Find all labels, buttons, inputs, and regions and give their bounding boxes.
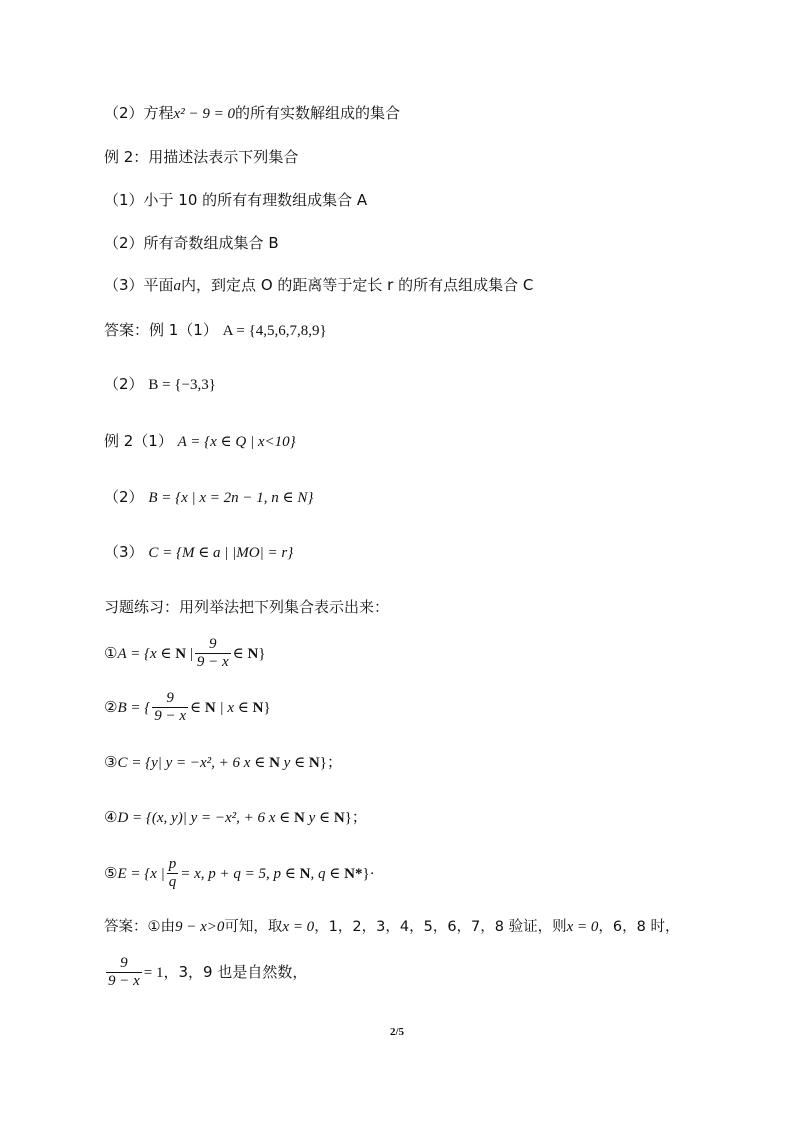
- natural-set-symbol: N: [175, 646, 187, 662]
- equation: }；: [344, 810, 367, 826]
- exercise-heading: 习题练习：用列举法把下列集合表示出来：: [104, 598, 390, 616]
- label: 内，到定点 O 的距离等于定长 r 的所有点组成集合 C: [181, 276, 534, 294]
- equation: B = {: [117, 700, 151, 716]
- natural-set-symbol: N: [252, 700, 264, 716]
- label: ，6，8 时，: [598, 919, 680, 935]
- answer-line-4: [104, 487, 313, 508]
- label: 答案：例 1（1）: [104, 321, 218, 339]
- fraction: [106, 955, 142, 990]
- natural-set-symbol: N: [333, 810, 345, 826]
- equation: ∈: [190, 700, 205, 716]
- label: 可知，取: [224, 919, 283, 935]
- label: （2）: [104, 375, 144, 393]
- fraction: [167, 856, 179, 891]
- label: 的所有实数解组成的集合: [234, 104, 400, 122]
- label: ，1，2，3，4，5，6，7，8 验证，则: [314, 919, 567, 935]
- answer-solution-line-2: [104, 953, 307, 992]
- equation: y ∈: [279, 755, 309, 771]
- circled-number: ④: [104, 808, 118, 826]
- exercise-5: [104, 854, 375, 893]
- natural-set-symbol: N*: [344, 866, 363, 882]
- numerator: p: [168, 856, 177, 872]
- exercise-3: [104, 752, 342, 773]
- equation: = x, p + q = 5, p ∈: [180, 866, 300, 882]
- label: ，3，9 也是自然数，: [163, 963, 308, 981]
- numerator: 9: [106, 955, 142, 973]
- denominator: 9 − x: [154, 708, 187, 724]
- label: （3）: [104, 543, 144, 561]
- equation: |: [186, 646, 193, 662]
- label: （2）: [104, 488, 144, 506]
- equation: A = {x ∈ Q | x<10}: [177, 434, 296, 450]
- fraction: [195, 636, 231, 671]
- circled-number: ①: [104, 644, 118, 662]
- natural-set-symbol: N: [299, 866, 311, 882]
- answer-line-5: [104, 542, 293, 563]
- equation: C = {M ∈ a | |MO| = r}: [148, 545, 294, 561]
- page-number: 2/5: [389, 1026, 405, 1038]
- equation: }；: [319, 755, 342, 771]
- label: （2）方程: [104, 104, 174, 122]
- denominator: q: [168, 874, 177, 890]
- equation: A = {4,5,6,7,8,9}: [222, 323, 327, 339]
- circled-number: ⑤: [104, 864, 118, 882]
- equation: x = 0: [282, 919, 315, 935]
- text-line-3: （1）小于 10 的所有有理数组成集合 A: [104, 191, 368, 209]
- natural-set-symbol: N: [204, 700, 216, 716]
- equation: B = {−3,3}: [148, 377, 216, 393]
- natural-set-symbol: N: [247, 646, 259, 662]
- text-line-5: [104, 275, 533, 296]
- label: （3）平面: [104, 276, 174, 294]
- equation: x² − 9 = 0: [173, 106, 235, 122]
- equation: }: [258, 646, 266, 662]
- exercise-2: [104, 688, 271, 727]
- equation: }·: [362, 866, 375, 882]
- answer-line-2: [104, 374, 216, 395]
- equation: = 1: [143, 965, 164, 981]
- equation: | x ∈: [215, 700, 253, 716]
- equation: 9 − x>0: [175, 919, 225, 935]
- denominator: 9 − x: [196, 654, 229, 670]
- equation: B = {x | x = 2n − 1, n ∈ N}: [148, 490, 314, 506]
- answer-solution-line-1: [104, 917, 679, 937]
- equation: A = {x ∈: [117, 646, 176, 662]
- exercise-1: [104, 634, 266, 673]
- numerator: 9: [195, 636, 231, 654]
- natural-set-symbol: N: [269, 755, 280, 771]
- fraction: [152, 690, 188, 725]
- label: 答案：①由: [104, 919, 175, 935]
- numerator: 9: [152, 690, 188, 708]
- circled-number: ②: [104, 698, 118, 716]
- exercise-4: [104, 807, 367, 828]
- equation: y ∈: [304, 810, 334, 826]
- plane-symbol: a: [173, 278, 182, 294]
- equation: , q ∈: [310, 866, 345, 882]
- example-2-heading: 例 2：用描述法表示下列集合: [104, 148, 299, 166]
- natural-set-symbol: N: [294, 810, 305, 826]
- label: 例 2（1）: [104, 432, 173, 450]
- equation: D = {(x, y)| y = −x², + 6 x ∈: [117, 810, 295, 826]
- equation: }: [263, 700, 271, 716]
- equation: ∈: [232, 646, 248, 662]
- equation: x = 0: [566, 919, 599, 935]
- equation: E = {x |: [117, 866, 165, 882]
- text-line-4: （2）所有奇数组成集合 B: [104, 234, 279, 252]
- circled-number: ③: [104, 753, 118, 771]
- denominator: 9 − x: [108, 973, 140, 989]
- answer-line-3: [104, 431, 296, 452]
- answer-line-1: [104, 320, 327, 341]
- text-line-1: [104, 103, 400, 124]
- equation: C = {y| y = −x², + 6 x ∈: [117, 755, 270, 771]
- natural-set-symbol: N: [308, 755, 320, 771]
